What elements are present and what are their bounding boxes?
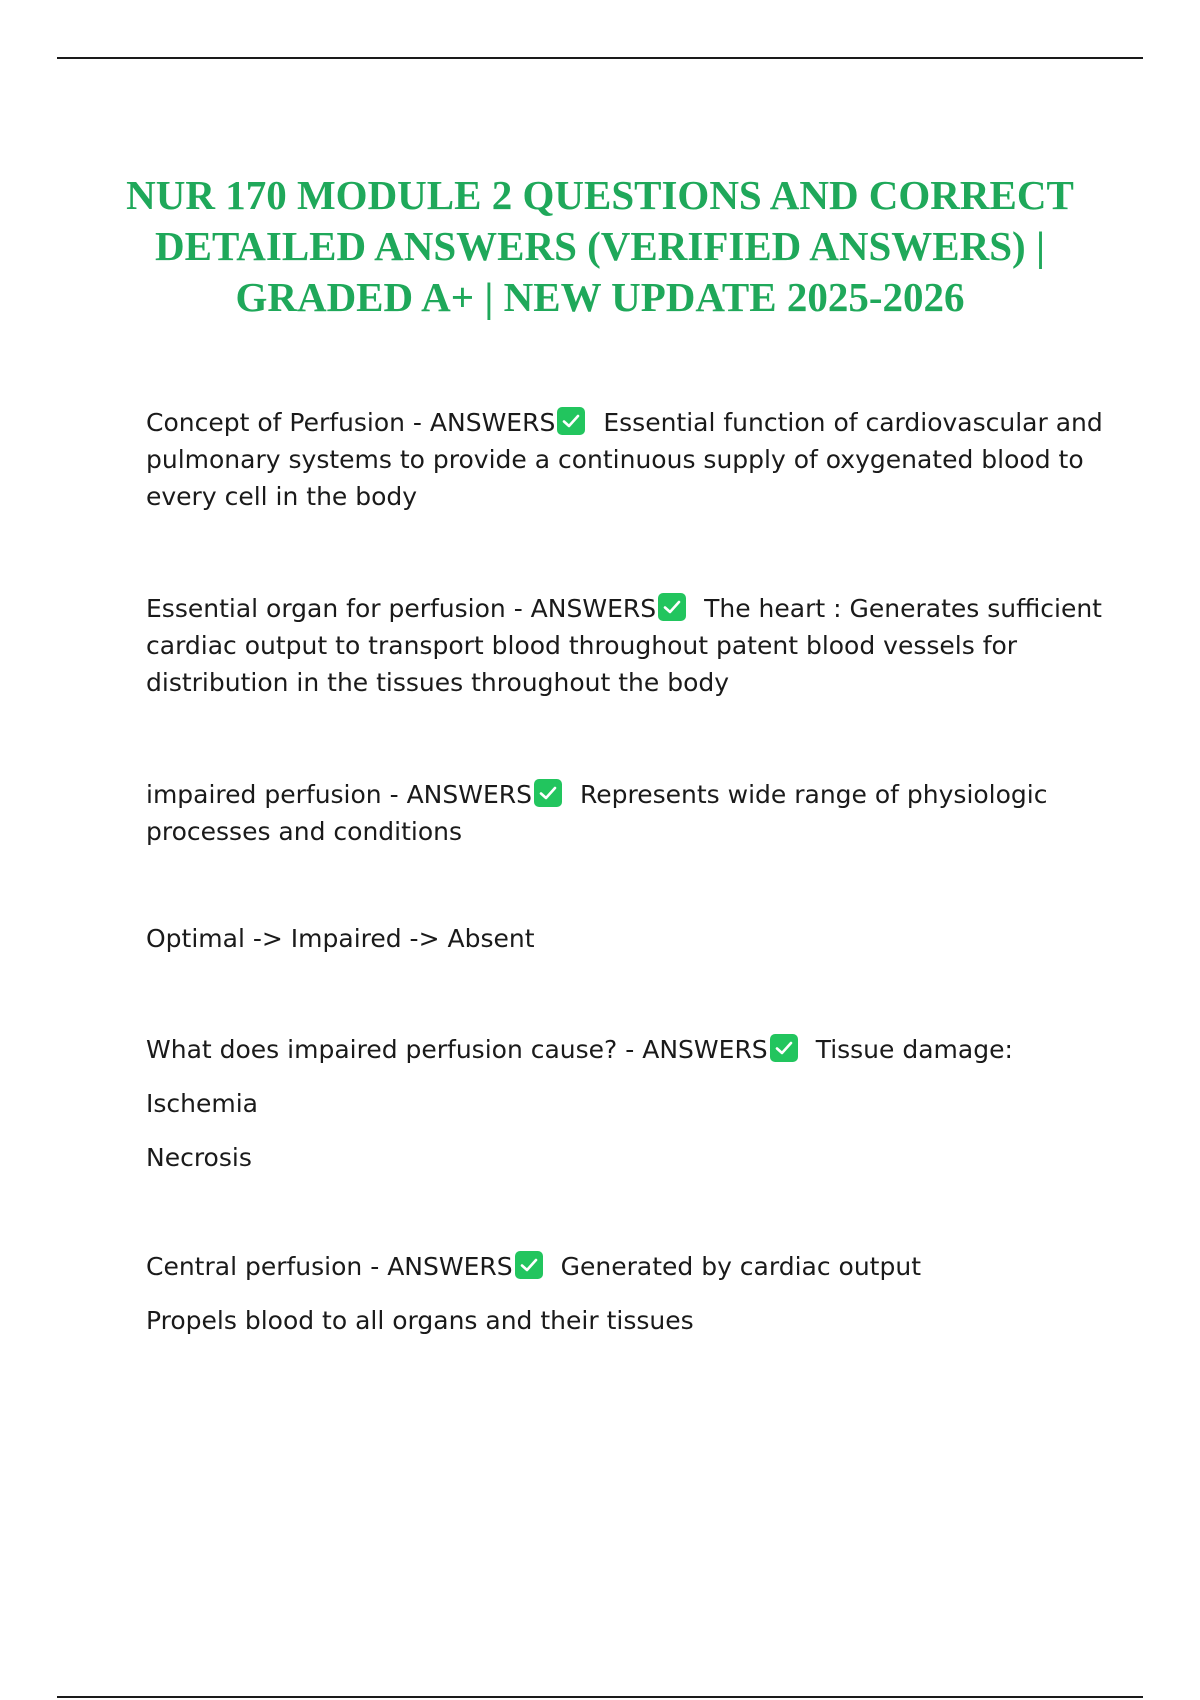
- entry-answer: Essential function of cardiovascular and pulmonary systems to provide a continuous supply of oxygenated blood to every cell in the body: [146, 408, 1103, 511]
- entry-term: Central perfusion -: [146, 1252, 388, 1281]
- checkmark-icon: [557, 407, 585, 435]
- qa-entry: [146, 776, 1106, 850]
- document-title: NUR 170 MODULE 2 QUESTIONS AND CORRECT DETAILED ANSWERS (VERIFIED ANSWERS) | GRADED A+ | NEW UPDATE 2025-2026: [126, 172, 1074, 321]
- qa-entry: [146, 1248, 921, 1339]
- entry-answer: Generated by cardiac output: [560, 1252, 922, 1281]
- qa-entry: [146, 404, 1106, 515]
- answers-marker: ANSWERS: [429, 408, 556, 437]
- top-rule: [57, 57, 1143, 59]
- answer-detail: Ischemia: [146, 1089, 258, 1118]
- checkmark-icon: [770, 1034, 798, 1062]
- checkmark-icon: [534, 779, 562, 807]
- qa-entry: [146, 1031, 1013, 1176]
- checkmark-icon: [658, 593, 686, 621]
- answers-marker: ANSWERS: [406, 780, 532, 809]
- answer-detail: Propels blood to all organs and their tissues: [146, 1306, 694, 1335]
- answers-marker: ANSWERS: [530, 594, 657, 623]
- qa-entry: [146, 590, 1106, 701]
- entry-term: What does impaired perfusion cause? -: [146, 1035, 643, 1064]
- entry-answer: Tissue damage:: [815, 1035, 1013, 1064]
- answers-marker: ANSWERS: [642, 1035, 768, 1064]
- bottom-rule: [57, 1696, 1143, 1698]
- entry-answer: Represents wide range of physiologic processes and conditions: [146, 780, 1048, 846]
- entry-term: Concept of Perfusion -: [146, 408, 430, 437]
- checkmark-icon: [515, 1251, 543, 1279]
- entry-answer: The heart : Generates sufficient cardiac output to transport blood throughout patent blood vessels for distribution in the tissues throughout the body: [146, 594, 1102, 697]
- answer-detail: Necrosis: [146, 1143, 252, 1172]
- progression-line: Optimal -> Impaired -> Absent: [146, 924, 535, 953]
- entry-term: Essential organ for perfusion -: [146, 594, 531, 623]
- answers-marker: ANSWERS: [387, 1252, 513, 1281]
- entry-term: impaired perfusion -: [146, 780, 407, 809]
